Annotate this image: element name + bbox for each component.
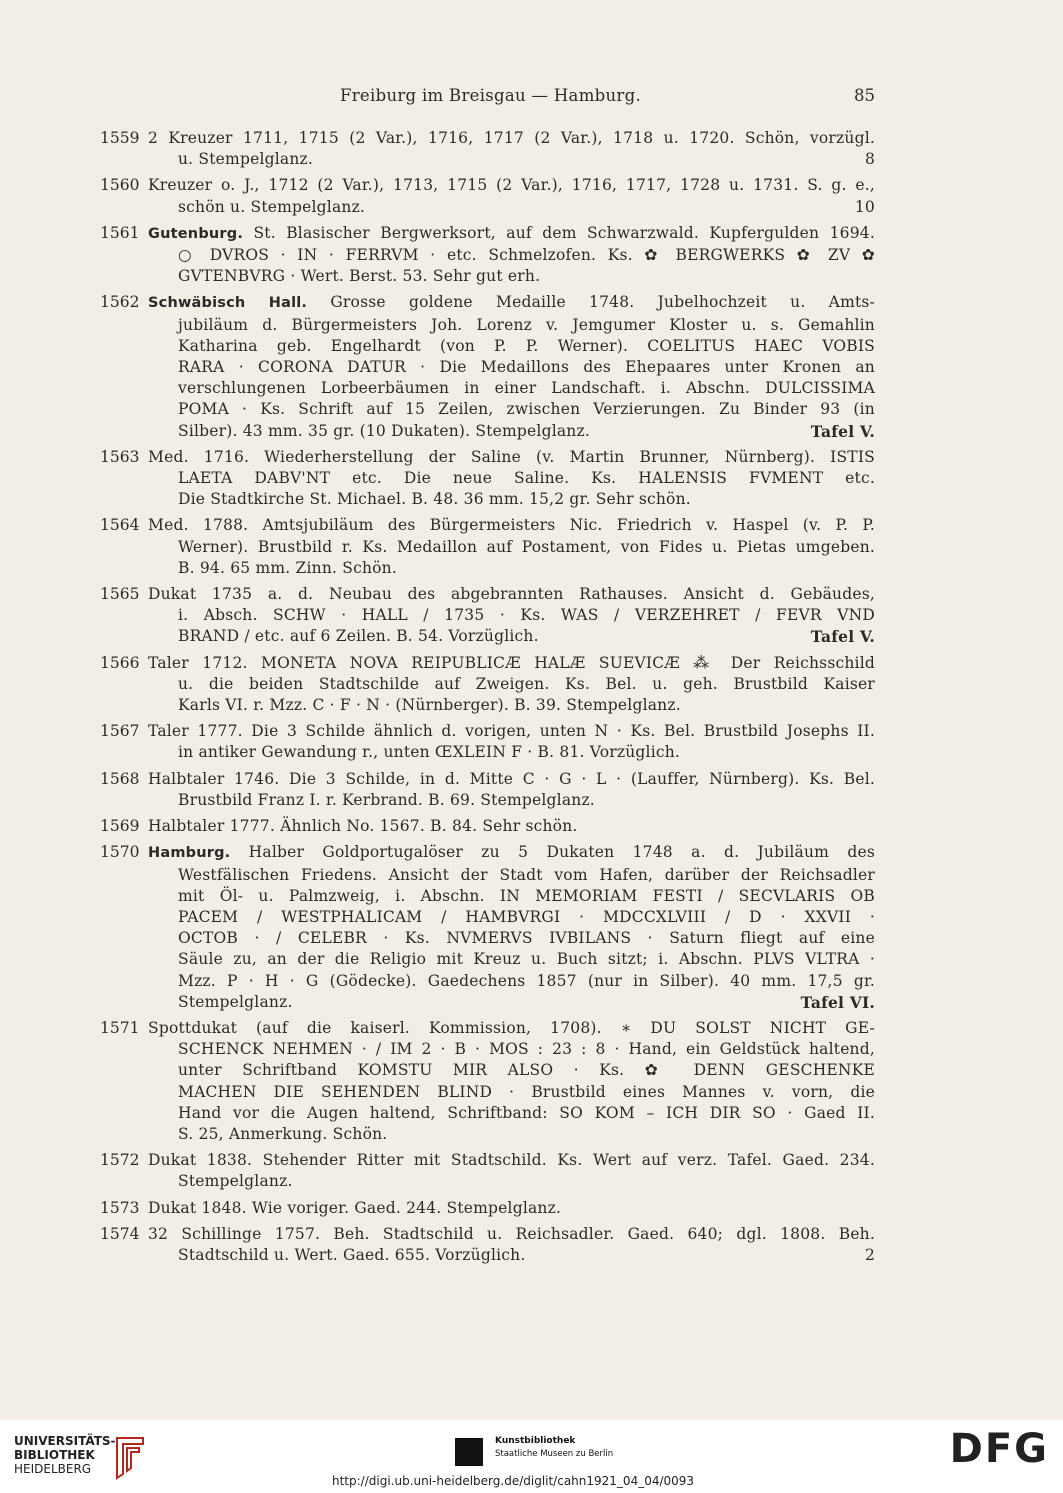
catalog-entry (100, 721, 875, 763)
entry-line-text: Halbtaler 1746. Die 3 Schilde, in d. Mitte C · G · L · (Lauffer, Nürnberg). Ks. Bel. (148, 769, 875, 788)
entry-line (148, 197, 875, 218)
entry-line-text: Dukat 1735 a. d. Neubau des abgebrannten Rathauses. Ansicht d. Gebäudes, (148, 585, 875, 604)
entry-line-text: GVTENBVRG · Wert. Berst. 53. Sehr gut erh. (178, 267, 541, 286)
entry-number: 1563 (100, 447, 140, 466)
entry-line-text: Taler 1712. MONETA NOVA REIPUBLICÆ HALÆ SUEVICÆ ⁂ Der Reichsschild (148, 653, 875, 672)
catalog-entry (100, 1198, 875, 1219)
catalog-entry (100, 769, 875, 811)
dfg-logo[interactable]: DFG (949, 1426, 1049, 1472)
library-line-3: HEIDELBERG (14, 1462, 92, 1476)
entry-line-text: Halbtaler 1777. Ähnlich No. 1567. B. 84. Sehr schön. (148, 817, 578, 836)
entry-line-text: OCTOB · / CELEBR · Ks. NVMERVS IVBILANS · Saturn fliegt auf eine (178, 929, 875, 948)
entry-line-text: Med. 1716. Wiederherstellung der Saline (v. Martin Brunner, Nürnberg). ISTIS (148, 447, 875, 466)
entry-line (148, 1224, 875, 1245)
entry-line-text: mit Öl- u. Palmzweig, i. Abschn. IN MEMORIAM FESTI / SECVLARIS OB (178, 886, 875, 905)
entry-line (148, 816, 875, 837)
entry-line-text: St. Blasischer Bergwerksort, auf dem Schwarzwald. Kupfergulden 1694. (253, 223, 875, 242)
entry-line-text: Westfälischen Friedens. Ansicht der Stadt vom Hafen, darüber der Reichsadler (178, 865, 875, 884)
entry-line-text: u. die beiden Stadtschilde auf Zweigen. Ks. Bel. u. geh. Brustbild Kaiser (178, 674, 875, 693)
entry-line (148, 558, 875, 579)
entry-line-text: Stempelglanz. (178, 992, 293, 1011)
entry-line (148, 1150, 875, 1171)
entry-body (148, 175, 875, 217)
entry-line (148, 1039, 875, 1060)
entry-number: 1568 (100, 769, 140, 788)
entry-line-text: Brustbild Franz I. r. Kerbrand. B. 69. Stempelglanz. (178, 790, 595, 809)
entry-number: 1572 (100, 1151, 140, 1170)
page-header (0, 86, 1063, 110)
price-value: 2 (864, 1245, 875, 1264)
entry-body (148, 816, 875, 837)
entry-line (148, 223, 875, 245)
entry-line-text: u. Stempelglanz. (178, 150, 314, 169)
entry-line-text: Mzz. P · H · G (Gödecke). Gaedechens 1857 (nur in Silber). 40 mm. 17,5 gr. (178, 971, 875, 990)
entry-body (148, 223, 875, 288)
entry-line-text: RARA · CORONA DATUR · Die Medaillons des Ehepaares unter Kronen an (178, 358, 875, 377)
entry-line (148, 128, 875, 149)
entry-number: 1573 (100, 1198, 140, 1217)
entry-line (148, 1171, 875, 1192)
entry-line-text: S. 25, Anmerkung. Schön. (178, 1124, 388, 1143)
entry-line-text: BRAND / etc. auf 6 Zeilen. B. 54. Vorzüglich. (178, 627, 539, 646)
running-title: Freiburg im Breisgau — Hamburg. (340, 86, 642, 105)
catalog-entries (100, 128, 875, 1271)
entry-number: 1560 (100, 176, 140, 195)
catalog-entry (100, 128, 875, 170)
entry-number: 1565 (100, 585, 140, 604)
entry-body (148, 842, 875, 1013)
entry-line-text: Grosse goldene Medaille 1748. Jubelhochzeit u. Amts- (330, 293, 875, 312)
catalog-entry (100, 1150, 875, 1192)
entry-line (148, 315, 875, 336)
entry-body (148, 447, 875, 511)
price-value: 8 (864, 150, 875, 169)
entry-line (148, 1198, 875, 1219)
entry-line (148, 653, 875, 674)
entry-line-text: SCHENCK NEHMEN · / IM 2 · B · MOS : 23 : 8 · Hand, ein Geldstück haltend, (178, 1040, 875, 1059)
entry-number: 1561 (100, 223, 140, 242)
catalog-entry (100, 653, 875, 717)
page-number: 85 (854, 86, 875, 105)
entry-line (148, 468, 875, 489)
entry-number: 1562 (100, 293, 140, 312)
entry-line (148, 1245, 875, 1266)
entry-body (148, 584, 875, 648)
entry-body (148, 1018, 875, 1145)
library-emblem-icon (109, 1434, 149, 1480)
entry-body (148, 653, 875, 717)
entry-line-text: Hand vor die Augen haltend, Schriftband: SO KOM – ICH DIR SO · Gaed II. (178, 1103, 875, 1122)
entry-number: 1574 (100, 1224, 140, 1243)
entry-line (148, 357, 875, 378)
entry-line (148, 769, 875, 790)
entry-line-text: PACEM / WESTPHALICAM / HAMBVRGI · MDCCXLVIII / D · XXVII · (178, 907, 875, 926)
entry-line (148, 971, 875, 992)
entry-line-text: Stadtschild u. Wert. Gaed. 655. Vorzüglich. (178, 1245, 526, 1264)
entry-line-text: Med. 1788. Amtsjubiläum des Bürgermeisters Nic. Friedrich v. Haspel (v. P. P. (148, 516, 875, 535)
entry-body (148, 1224, 875, 1266)
entry-line (148, 674, 875, 695)
library-line-2: BIBLIOTHEK (14, 1448, 95, 1462)
entry-line (148, 886, 875, 907)
entry-line (148, 399, 875, 420)
entry-line-text: POMA · Ks. Schrift auf 15 Zeilen, zwischen Verzierungen. Zu Binder 93 (in (178, 400, 875, 419)
entry-line-text: ○ DVROS · IN · FERRVM · etc. Schmelzofen. Ks. ✿ BERGWERKS ✿ ZV ✿ (178, 246, 875, 265)
plate-reference: Tafel VI. (800, 992, 875, 1012)
entry-line-text: Kreuzer o. J., 1712 (2 Var.), 1713, 1715 (2 Var.), 1716, 1717, 1728 u. 1731. S. g. e., (148, 176, 875, 195)
catalog-entry (100, 1018, 875, 1145)
entry-body (148, 292, 875, 441)
entry-line (148, 949, 875, 970)
entry-number: 1569 (100, 817, 140, 836)
entry-line (148, 421, 875, 442)
entry-number: 1564 (100, 516, 140, 535)
entry-line-text: verschlungenen Lorbeerbäumen in einer Landschaft. i. Abschn. DULCISSIMA (178, 379, 875, 398)
entry-line (148, 992, 875, 1013)
entry-line-text: Werner). Brustbild r. Ks. Medaillon auf Postament, von Fides u. Pietas umgeben. (178, 537, 875, 556)
entry-line (148, 489, 875, 510)
entry-line-text: Halber Goldportugalöser zu 5 Dukaten 1748 a. d. Jubiläum des (248, 843, 875, 862)
entry-body (148, 769, 875, 811)
entry-line (148, 1124, 875, 1145)
catalog-entry (100, 175, 875, 217)
entry-line-text: Taler 1777. Die 3 Schilde ähnlich d. vorigen, unten N · Ks. Bel. Brustbild Josephs II. (148, 722, 875, 741)
entry-line-text: i. Absch. SCHW · HALL / 1735 · Ks. WAS / VERZEHRET / FEVR VND (178, 606, 875, 625)
entry-line (148, 336, 875, 357)
entry-line-text: Spottdukat (auf die kaiserl. Kommission, 1708). ∗ DU SOLST NICHT GE- (148, 1018, 875, 1037)
entry-line (148, 149, 875, 170)
entry-line-text: Silber). 43 mm. 35 gr. (10 Dukaten). Stempelglanz. (178, 421, 590, 440)
entry-line (148, 742, 875, 763)
entry-body (148, 1198, 875, 1219)
entry-line (148, 721, 875, 742)
entry-line (148, 378, 875, 399)
entry-number: 1571 (100, 1018, 140, 1037)
entry-line (148, 928, 875, 949)
catalog-entry (100, 842, 875, 1013)
place-heading: Schwäbisch Hall. (148, 295, 308, 312)
entry-line (148, 605, 875, 626)
university-library-logo[interactable] (14, 1434, 164, 1482)
catalog-entry (100, 1224, 875, 1266)
catalog-entry (100, 584, 875, 648)
entry-line-text: schön u. Stempelglanz. (178, 197, 366, 216)
entry-line-text: Stempelglanz. (178, 1172, 293, 1191)
entry-line-text: LAETA DABV'NT etc. Die neue Saline. Ks. HALENSIS FVMENT etc. (178, 469, 875, 488)
entry-line-text: Säule zu, an der die Religio mit Kreuz u. Buch sitzt; i. Abschn. PLVS VLTRA · (178, 950, 875, 969)
kunstbibliothek-logo[interactable] (455, 1436, 635, 1466)
entry-line-text: Dukat 1848. Wie voriger. Gaed. 244. Stempelglanz. (148, 1198, 562, 1217)
entry-line (148, 626, 875, 647)
entry-line-text: Dukat 1838. Stehender Ritter mit Stadtschild. Ks. Wert auf verz. Tafel. Gaed. 234. (148, 1151, 875, 1170)
place-heading: Gutenburg. (148, 225, 244, 242)
kunstbibliothek-name: Kunstbibliothek (495, 1436, 576, 1446)
entry-line (148, 865, 875, 886)
catalog-entry (100, 447, 875, 511)
source-url-link[interactable]: http://digi.ub.uni-heidelberg.de/diglit/cahn1921_04_04/0093 (332, 1474, 695, 1488)
entry-line (148, 537, 875, 558)
entry-line (148, 1082, 875, 1103)
catalog-entry (100, 223, 875, 288)
plate-reference: Tafel V. (810, 627, 875, 647)
entry-number: 1567 (100, 722, 140, 741)
entry-line (148, 175, 875, 196)
entry-line (148, 584, 875, 605)
entry-line (148, 842, 875, 864)
catalog-entry (100, 515, 875, 579)
entry-line-text: 2 Kreuzer 1711, 1715 (2 Var.), 1716, 1717 (2 Var.), 1718 u. 1720. Schön, vorzügl. (148, 129, 875, 147)
price-value: 10 (854, 197, 875, 216)
entry-line-text: jubiläum d. Bürgermeisters Joh. Lorenz v. Jemgumer Kloster u. s. Gemahlin (178, 315, 875, 334)
entry-line-text: Karls VI. r. Mzz. C · F · N · (Nürnberger). B. 39. Stempelglanz. (178, 696, 681, 715)
entry-number: 1566 (100, 653, 140, 672)
entry-line-text: MACHEN DIE SEHENDEN BLIND · Brustbild eines Mannes v. vorn, die (178, 1082, 875, 1101)
entry-line (148, 907, 875, 928)
footer-bar (0, 1420, 1063, 1493)
entry-line-text: unter Schriftband KOMSTU MIR ALSO · Ks. ✿ DENN GESCHENKE (178, 1061, 875, 1080)
library-line-1: UNIVERSITÄTS- (14, 1434, 116, 1448)
place-heading: Hamburg. (148, 845, 231, 862)
entry-line (148, 515, 875, 536)
entry-line (148, 447, 875, 468)
entry-line (148, 1018, 875, 1039)
plate-reference: Tafel V. (810, 421, 875, 441)
entry-body (148, 128, 875, 170)
entry-line-text: in antiker Gewandung r., unten ŒXLEIN F · B. 81. Vorzüglich. (178, 743, 681, 762)
kunstbibliothek-mark-icon (455, 1438, 483, 1466)
entry-body (148, 721, 875, 763)
entry-line (148, 1060, 875, 1081)
entry-body (148, 515, 875, 579)
entry-line (148, 266, 875, 287)
kunstbibliothek-subtitle: Staatliche Museen zu Berlin (495, 1449, 614, 1459)
entry-line (148, 695, 875, 716)
entry-line-text: Die Stadtkirche St. Michael. B. 48. 36 mm. 15,2 gr. Sehr schön. (178, 490, 691, 509)
catalog-entry (100, 292, 875, 441)
entry-number: 1559 (100, 129, 140, 147)
entry-line (148, 790, 875, 811)
entry-line-text: 32 Schillinge 1757. Beh. Stadtschild u. Reichsadler. Gaed. 640; dgl. 1808. Beh. (148, 1224, 875, 1243)
entry-line (148, 292, 875, 314)
entry-line (148, 1103, 875, 1124)
entry-number: 1570 (100, 843, 140, 862)
entry-body (148, 1150, 875, 1192)
catalog-entry (100, 816, 875, 837)
entry-line-text: Katharina geb. Engelhardt (von P. P. Werner). COELITUS HAEC VOBIS (178, 336, 875, 355)
entry-line (148, 245, 875, 266)
entry-line-text: B. 94. 65 mm. Zinn. Schön. (178, 558, 397, 577)
